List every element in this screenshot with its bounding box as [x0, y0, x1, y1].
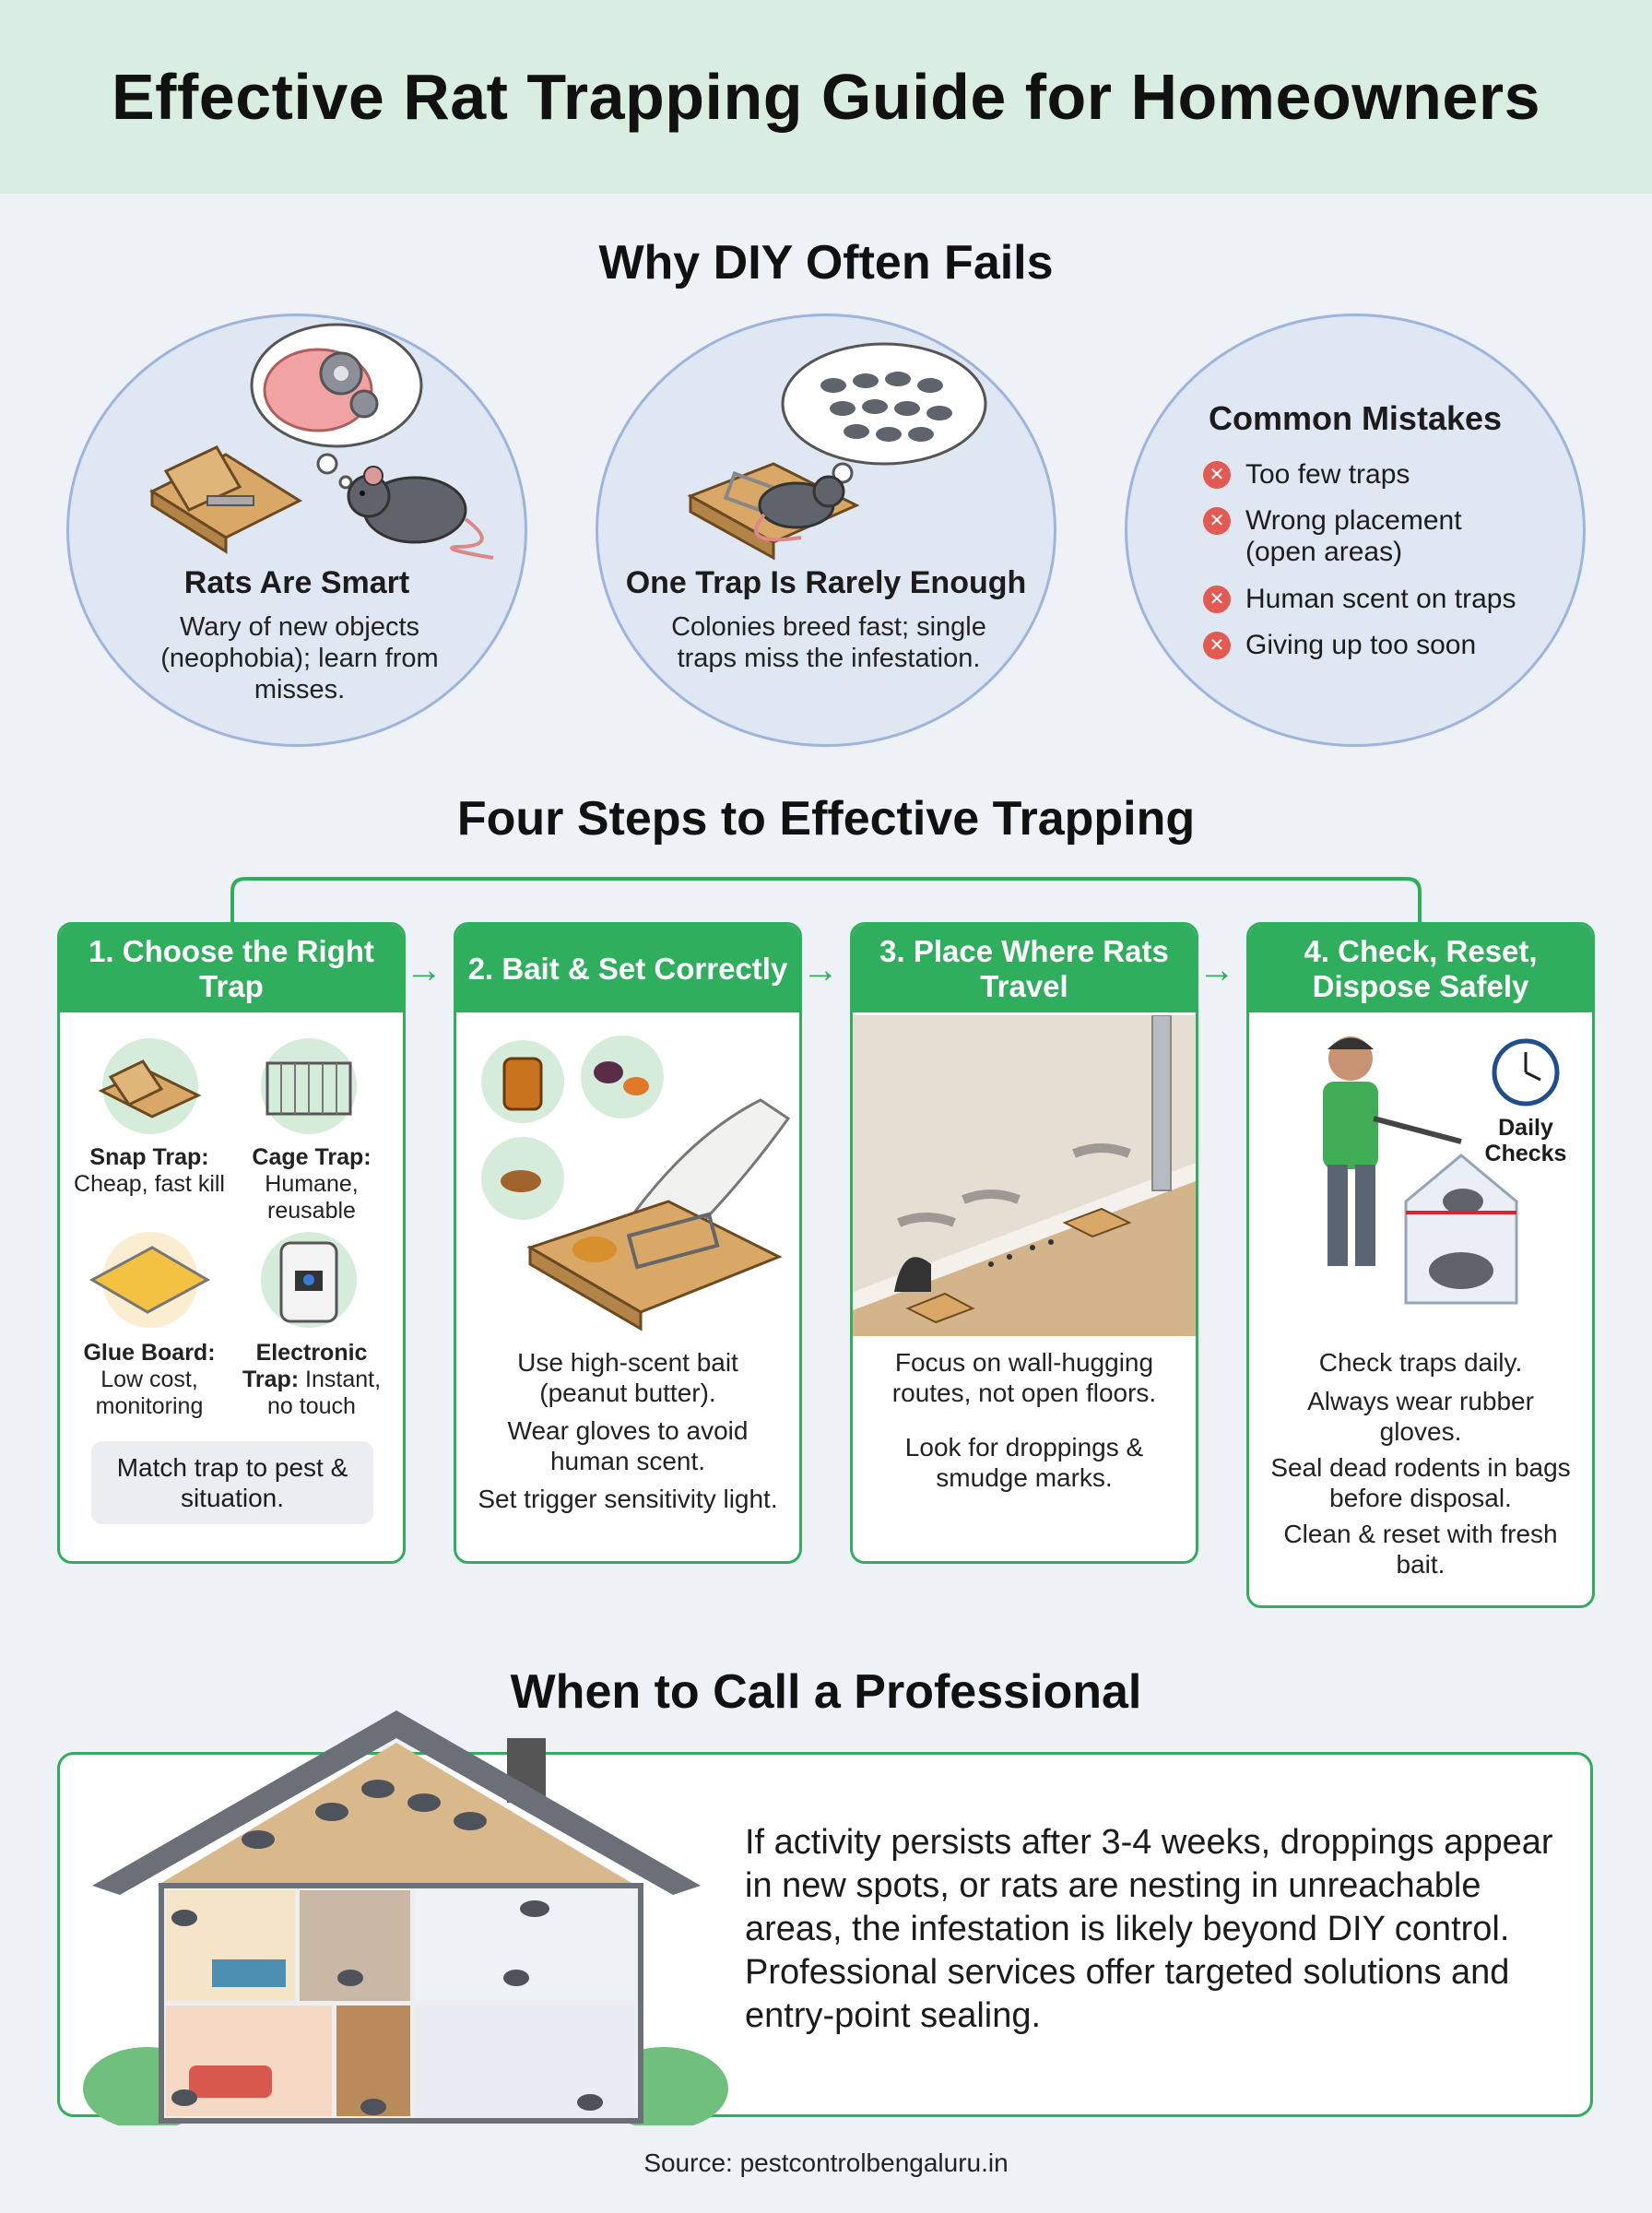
one-trap-title: One Trap Is Rarely Enough: [625, 565, 1027, 600]
step-1-card: [57, 922, 406, 1564]
step-4-line: Seal dead rodents in bags before disposal.: [1270, 1453, 1571, 1512]
snap-trap-label: Snap Trap: Cheap, fast kill: [74, 1144, 225, 1197]
professional-section-title: When to Call a Professional: [510, 1665, 1142, 1719]
step-2-title: 2. Bait & Set Correctly: [456, 925, 799, 1012]
step-3-title: 3. Place Where Rats Travel: [853, 925, 1196, 1012]
person-disposal-illustration: [1249, 1017, 1595, 1349]
why-section-title: Why DIY Often Fails: [598, 236, 1054, 290]
mistake-item: ✕ Human scent on traps: [1203, 584, 1516, 615]
arrow-right-icon: →: [406, 950, 442, 990]
step-3-line: Focus on wall-hugging routes, not open floors.: [891, 1348, 1157, 1407]
mistake-item: ✕ Giving up too soon: [1203, 630, 1476, 661]
step-3-card: [850, 922, 1198, 1564]
step-1-title: 1. Choose the Right Trap: [60, 925, 403, 1012]
step-4-line: Check traps daily.: [1318, 1348, 1523, 1377]
rats-smart-title: Rats Are Smart: [183, 565, 410, 600]
common-mistakes-title: Common Mistakes: [1208, 399, 1503, 437]
step-3-line: Look for droppings & smudge marks.: [904, 1433, 1144, 1492]
house-infestation-illustration: [74, 1701, 738, 2125]
daily-checks-label: Daily Checks: [1484, 1115, 1567, 1166]
rats-smart-circle: [66, 314, 527, 747]
step-2-line: Use high-scent bait (peanut butter).: [517, 1348, 738, 1407]
one-trap-circle: [596, 314, 1056, 747]
professional-text: If activity persists after 3-4 weeks, droppings appear in new spots, or rats are nesting in unreachable areas, the infestation is likely beyond DIY control. Professional services offer targeted solutions and entry-point sealing.: [745, 1823, 1553, 2035]
step-4-card: [1246, 922, 1595, 1608]
steps-section-title: Four Steps to Effective Trapping: [456, 792, 1196, 846]
cage-trap-label: Cage Trap: Humane, reusable: [252, 1144, 372, 1224]
rats-smart-text: Wary of new objects (neophobia); learn from misses.: [160, 612, 439, 704]
x-circle-icon: ✕: [1203, 586, 1231, 613]
step-1-note: Match trap to pest & situation.: [91, 1441, 373, 1524]
one-trap-text: Colonies breed fast; single traps miss the infestation.: [671, 612, 986, 673]
x-circle-icon: ✕: [1203, 461, 1231, 489]
page-title: Effective Rat Trapping Guide for Homeowners: [111, 61, 1541, 133]
mistake-item: ✕ Wrong placement (open areas): [1203, 505, 1498, 568]
arrow-right-icon: →: [1198, 950, 1235, 990]
arrow-right-icon: →: [802, 950, 839, 990]
step-2-line: Wear gloves to avoid human scent.: [507, 1416, 749, 1475]
x-circle-icon: ✕: [1203, 507, 1231, 535]
wall-route-illustration: [853, 1015, 1196, 1336]
x-circle-icon: ✕: [1203, 632, 1231, 659]
glue-board-label: Glue Board: Low cost, monitoring: [83, 1340, 216, 1419]
electronic-trap-label: Electronic Trap: Instant, no touch: [242, 1340, 382, 1419]
step-4-line: Clean & reset with fresh bait.: [1283, 1520, 1558, 1579]
step-2-line: Set trigger sensitivity light.: [478, 1485, 778, 1513]
header-banner: [0, 0, 1652, 194]
trap-colony-illustration: [598, 316, 1059, 750]
mistake-item: ✕ Too few traps: [1203, 459, 1410, 491]
step-4-title: 4. Check, Reset, Dispose Safely: [1249, 925, 1592, 1012]
source-credit: Source: pestcontrolbengaluru.in: [643, 2148, 1009, 2177]
step-4-line: Always wear rubber gloves.: [1307, 1387, 1534, 1446]
step-2-card: [454, 922, 802, 1564]
common-mistakes-circle: [1125, 314, 1586, 747]
bait-glove-trap-illustration: [456, 1017, 802, 1349]
